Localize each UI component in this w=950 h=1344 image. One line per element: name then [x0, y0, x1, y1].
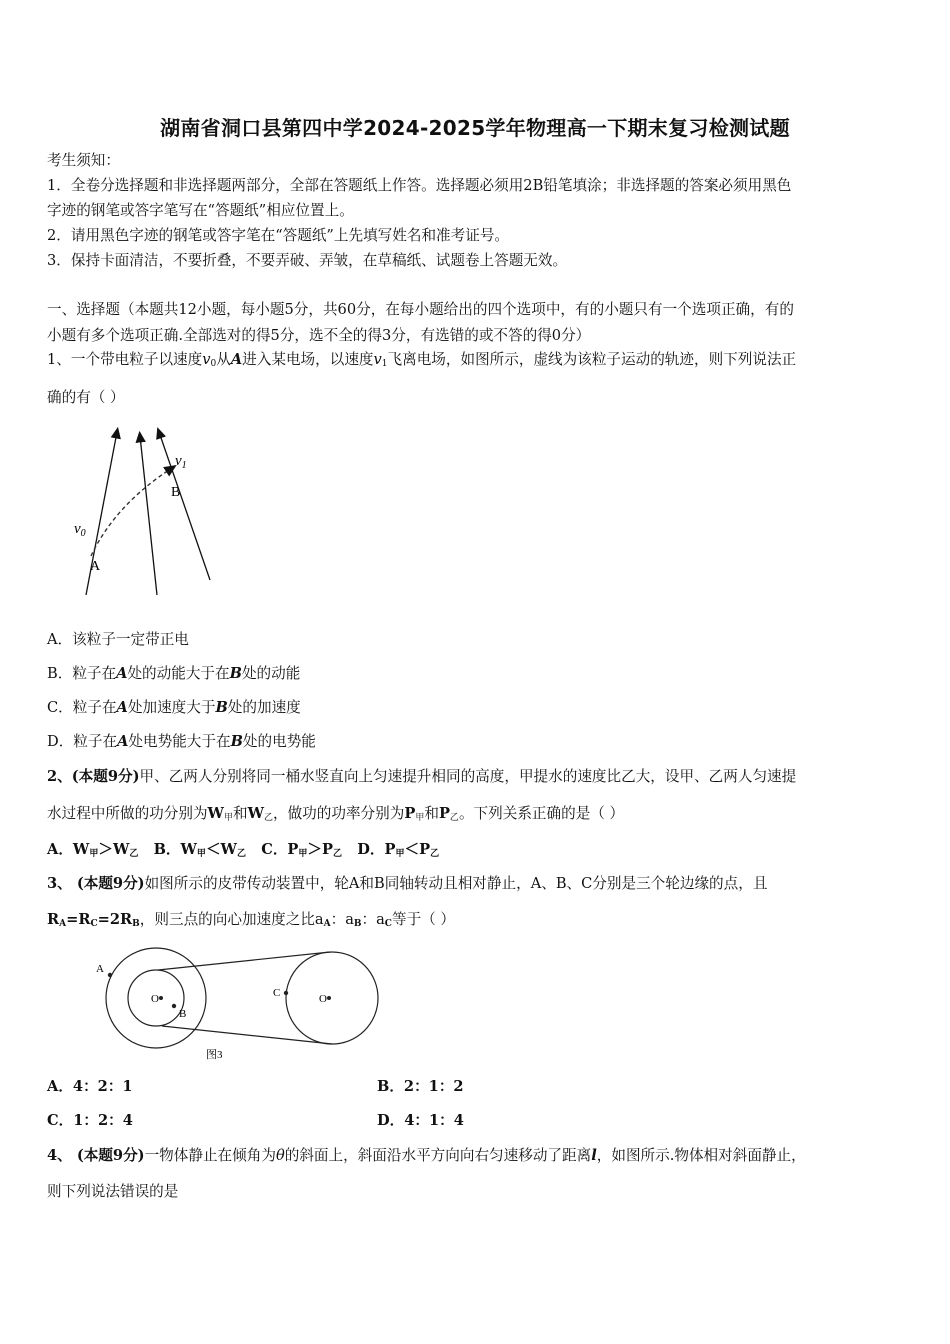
field-line-middle [140, 436, 157, 595]
q1-option-b: B．粒子在A处的动能大于在B处的动能 [47, 665, 301, 682]
notice-item-1-line-1: 1．全卷分选择题和非选择题两部分，全部在答题纸上作答。选择题必须用2B铅笔填涂；非选择题的答案必须用黑色 [47, 177, 792, 194]
q2-option-b: B．$W_甲<W_乙$ [153, 841, 246, 859]
wheel-c [286, 952, 378, 1044]
notice-heading: 考生须知： [47, 152, 120, 169]
notice-item-2: 2．请用黑色字迹的钢笔或答字笔在“答题纸”上先填写姓名和准考证号。 [47, 227, 510, 244]
page-title: 湖南省洞口县第四中学2024-2025学年物理高一下期末复习检测试题 [160, 116, 790, 140]
particle-trajectory [91, 468, 172, 556]
q2-stem-line-2: 水过程中所做的功分别为$W_甲$和$W_乙$，做功的功率分别为$P_甲$和$P_乙$。下列关系正确的是（ ） [47, 805, 625, 823]
figure-caption: 图3 [206, 1049, 223, 1061]
belt-bottom [162, 1026, 332, 1044]
label-O-right: O [319, 993, 327, 1005]
point-b [172, 1004, 176, 1008]
label-B: B [171, 485, 181, 500]
q3-option-b: B．2：1：2 [377, 1078, 464, 1095]
q1-option-c: C．粒子在A处加速度大于B处的加速度 [47, 699, 301, 716]
notice-item-3: 3．保持卡面清洁，不要折叠，不要弄破、弄皱，在草稿纸、试题卷上答题无效。 [47, 252, 568, 269]
q3-option-a: A．4：2：1 [47, 1078, 133, 1095]
q2-option-a: A．$W_甲>W_乙$ [47, 841, 139, 859]
label-O-left: O [151, 993, 159, 1005]
q3-stem-line-1: 3、 (本题9分)如图所示的皮带传动装置中，轮A和B同轴转动且相对静止，A、B、C分别是三个轮边缘的点，且 [47, 875, 768, 892]
q2-options [47, 840, 439, 864]
q3-belt-drive-figure [90, 938, 390, 1068]
field-line-right [159, 432, 210, 580]
q2-option-c: C．$P_甲>P_乙$ [261, 841, 343, 859]
q1-electric-field-figure [60, 420, 230, 605]
q2-option-d: D．$P_甲<P_乙$ [357, 841, 440, 859]
label-v1: $v_1$ [175, 453, 187, 471]
q1-stem-line-1: 1、一个带电粒子以速度$v_0$从A进入某电场，以速度$v_1$飞离电场，如图所示，虚线为该粒子运动的轨迹，则下列说法正 [47, 351, 797, 369]
label-A: A [90, 559, 101, 574]
section-1-line-2: 小题有多个选项正确.全部选对的得5分，选不全的得3分，有选错的或不答的得0分） [47, 327, 591, 344]
q1-option-d: D．粒子在A处电势能大于在B处的电势能 [47, 733, 316, 750]
q1-stem-line-2: 确的有（ ） [47, 389, 125, 406]
q3-option-d: D．4：1：4 [377, 1112, 464, 1129]
axle-right [327, 996, 331, 1000]
q3-option-c: C．1：2：4 [47, 1112, 133, 1129]
point-c [284, 991, 288, 995]
q1-option-a: A．该粒子一定带正电 [47, 631, 189, 648]
q4-stem-line-2: 则下列说法错误的是 [47, 1183, 179, 1200]
label-A: A [96, 963, 104, 975]
q3-stem-line-2: $R_A=R_C=2R_B$，则三点的向心加速度之比$a_A$：$a_B$：$a_C$等于（ ） [47, 911, 455, 929]
q4-stem-line-1: 4、 (本题9分)一物体静止在倾角为θ的斜面上，斜面沿水平方向向右匀速移动了距离l，如图所示.物体相对斜面静止， [47, 1147, 806, 1164]
point-a [108, 973, 112, 977]
label-B: B [179, 1008, 187, 1020]
q2-stem-line-1: 2、(本题9分)甲、乙两人分别将同一桶水竖直向上匀速提升相同的高度，甲提水的速度比乙大，设甲、乙两人匀速提 [47, 768, 797, 785]
label-v0: $v_0$ [74, 521, 86, 539]
label-C: C [273, 987, 281, 999]
section-1-line-1: 一、选择题（本题共12小题，每小题5分，共60分，在每小题给出的四个选项中，有的小题只有一个选项正确，有的 [47, 301, 794, 318]
notice-item-1-line-2: 字迹的钢笔或答字笔写在“答题纸”相应位置上。 [47, 202, 354, 219]
axle-left [159, 996, 163, 1000]
